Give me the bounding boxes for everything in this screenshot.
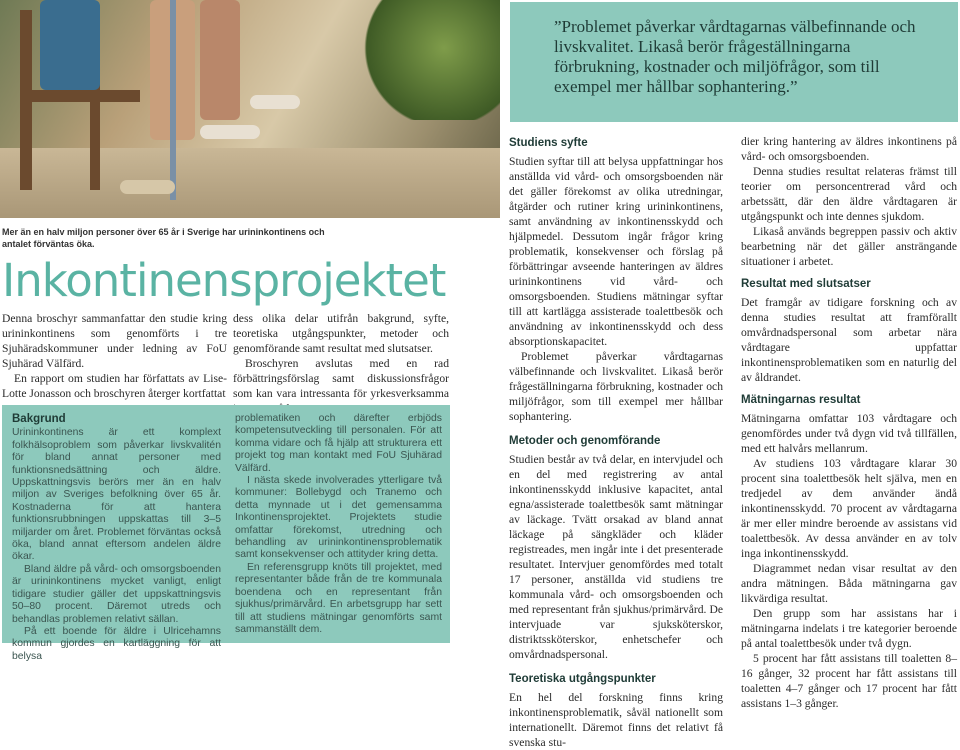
teoretiska-heading: Teoretiska utgångspunkter (509, 673, 656, 685)
column-four (741, 134, 957, 711)
matning-paragraph: Mätningarna omfattar 103 vårdtagare och genomfördes under två dygn vid två tillfällen, med ett halvårs mellanrum. (741, 412, 957, 455)
intro-paragraph: dess olika delar utifrån bakgrund, syfte, teoretiska utgångspunkter, metoder och genomförande samt resultat med slutsatser. (233, 312, 449, 355)
metoder-paragraph: Studien består av två delar, en intervjudel och en del med registrering av antal inkontinensskydd inklusive kapacitet, antal egna/assisterade toalettbesök samt mätningar av läckage. Tvätt orsakad av bland annat läckage på sängkläder och kläder registreades, men ingår inte i det presenterade resultatet. Intervjuer genomfördes med totalt 17 personer, anställda vid studiens tre kommunala vård- och omsorgsboenden och med representant från sjukhus/primärvård. De intervjuade var sjuksköterskor, distriktssköterskor, enhetschefer och omvårdnadspersonal. (509, 453, 723, 661)
teoretiska-continued: dier kring hantering av äldres inkontinens på vård- och omsorgsboenden. (741, 135, 957, 163)
person-clothing (40, 0, 100, 90)
intro-column-left (2, 311, 227, 401)
bakgrund-box-left (2, 405, 227, 662)
photo-caption: Mer än en halv miljon personer över 65 år i Sverige har urininkontinens och antalet förväntas öka. (2, 227, 325, 249)
shoe (120, 180, 175, 194)
bakgrund-paragraph: På ett boende för äldre i Ulricehamns kommun gjordes en kartläggning för att belysa (12, 625, 221, 662)
bakgrund-paragraph: Urininkontinens är ett komplext folkhälsoproblem som påverkar livskvalitén för bland annat personer med funktionsnedsättning och äldre. Uppskattningsvis berörs mer än en halv miljon av Sveriges befolkning över 65 år. Kostnaderna för att hantera funktionsrubbningen uppskattas till 3–5 miljarder om året. Problemet förväntas också öka, bland annat eftersom andelen äldre ökar. (12, 427, 221, 563)
walking-cane (170, 0, 176, 200)
bakgrund-paragraph: problematiken och därefter erbjöds kompetensutveckling till personalen. För att komma vidare och få hjälp att strukturera ett projekt tog man kontakt med FoU Sjuhärad Välfärd. (235, 413, 442, 474)
resultat-heading: Resultat med slutsatser (741, 278, 871, 290)
pull-quote-text: ”Problemet påverkar vårdtagarnas välbefinnande och livskvalitet. Likaså berör frågeställningarna förbrukning, kostnader och miljöfrågor, som till exempel mer hållbar sophantering.” (554, 17, 916, 96)
column-three (509, 134, 723, 750)
syfte-paragraph: Studien syftar till att belysa uppfattningar hos anställda vid vård- och omsorgsboenden när det gäller förekomst av olika utredningar, åtgärder och rutiner kring urininkontinens, samt användning av inkontinensskydd och hjälpmedel. Dessutom ingår frågor kring problematik, konsekvenser och förslag på förbättringar avseende hanteringen av äldres urininkontinens vid vård- och omsorgsboenden. Studiens mätningar syftar till att kartlägga assisterade toalettbesök och användning av inkontinensskydd och dess absorptionskapacitet. (509, 155, 723, 348)
teoretiska-paragraph: Denna studies resultat relateras främst till teorier om personcentrerad vård och arbetssätt, där den äldre vårdtagaren är utgångspunkt och inte dennes sjukdom. (741, 165, 957, 223)
teoretiska-paragraph: Likaså används begreppen passiv och aktiv bearbetning när det gäller ansträngande situationer i arbetet. (741, 225, 957, 268)
plant-foliage (360, 0, 500, 120)
elderly-people-photo (0, 0, 500, 218)
bakgrund-heading: Bakgrund (12, 413, 66, 425)
shoe (250, 95, 300, 109)
chair-seat (20, 90, 140, 102)
metoder-heading: Metoder och genomförande (509, 435, 661, 447)
floor (0, 148, 500, 218)
bakgrund-box-right (227, 405, 450, 643)
intro-paragraph: Broschyren avslutas med en rad förbättringsförslag samt diskussionsfrågor som kan vara intressanta för yrkesverksamma (233, 357, 449, 400)
teoretiska-paragraph: En hel del forskning finns kring inkontinensproblematik, såväl nationellt som internationellt. Däremot finns det relativt få svenska stu- (509, 691, 723, 749)
resultat-paragraph: Det framgår av tidigare forskning och av denna studies resultat att framförallt omvårdnadspersonal som arbetar nära vårdtagare uppfattar inkontinensproblematiken som en naturlig del av åldrandet. (741, 296, 957, 384)
syfte-paragraph: Problemet påverkar vårdtagarnas välbefinnande och livskvalitet. Likaså berör frågeställningarna förbrukning, kostnader och miljöfrågor, som till exempel mer hållbar sophantering. (509, 350, 723, 423)
person-leg (200, 0, 240, 120)
intro-paragraph: Denna broschyr sammanfattar den studie kring urininkontinens som genomförts i tre Sjuhäradskommuner under ledning av FoU Sjuhärad Välfärd. (2, 312, 227, 370)
matning-paragraph: Den grupp som har assistans har i mätningarna indelats i tre kategorier beroende på antal toalettbesök under två dygn. (741, 607, 957, 650)
shoe (200, 125, 260, 139)
matning-paragraph: Diagrammet nedan visar resultat av den andra mätningen. Båda mätningarna gav likvärdiga resultat. (741, 562, 957, 605)
matning-heading: Mätningarnas resultat (741, 394, 861, 406)
syfte-heading: Studiens syfte (509, 137, 588, 149)
intro-paragraph: En rapport om studien har författats av Lise-Lotte Jonasson och broschyren återger kortfattat (2, 372, 227, 400)
bakgrund-paragraph: En referensgrupp knöts till projektet, med representanter både från de tre kommunala boendena och en representant från sjukhus/primärvård. En arbetsgrupp har sett till att studiens mätningar genomförts samt sammanställt dem. (235, 561, 442, 635)
bakgrund-paragraph: I nästa skede involverades ytterligare två kommuner: Bollebygd och Tranemo och detta mynnade ut i det gemensamma Inkontinensprojektet. Projektets studie omfattar förekomst, utredning och behandling av urininkontinensproblematik samt konsekvenser och attityder kring detta. (235, 475, 442, 561)
matning-paragraph: Av studiens 103 vårdtagare klarar 30 procent sina toalettbesök helt själva, men en tredjedel av dem använder ändå inkontinensskydd. 70 procent av vårdtagarna är mer eller mindre beroende av assistans vid toalettbesök. Av dessa använder en av tolv inga inkontinensskydd. (741, 457, 957, 560)
pull-quote-box (510, 2, 958, 122)
intro-column-right (233, 311, 449, 416)
bakgrund-paragraph: Bland äldre på vård- och omsorgsboenden är urininkontinens mycket vanligt, enligt tidigare studier gäller det uppskattningsvis 50–80 procent. Däremot utreds och behandlas problemen relativt sällan. (12, 563, 221, 625)
matning-paragraph: 5 procent har fått assistans till toaletten 8–16 gånger, 32 procent har fått assistans till toaletten 4–7 gånger och 17 procent har fått assistans 1–3 gånger. (741, 652, 957, 710)
page-title: Inkontinensprojektet (2, 254, 446, 307)
